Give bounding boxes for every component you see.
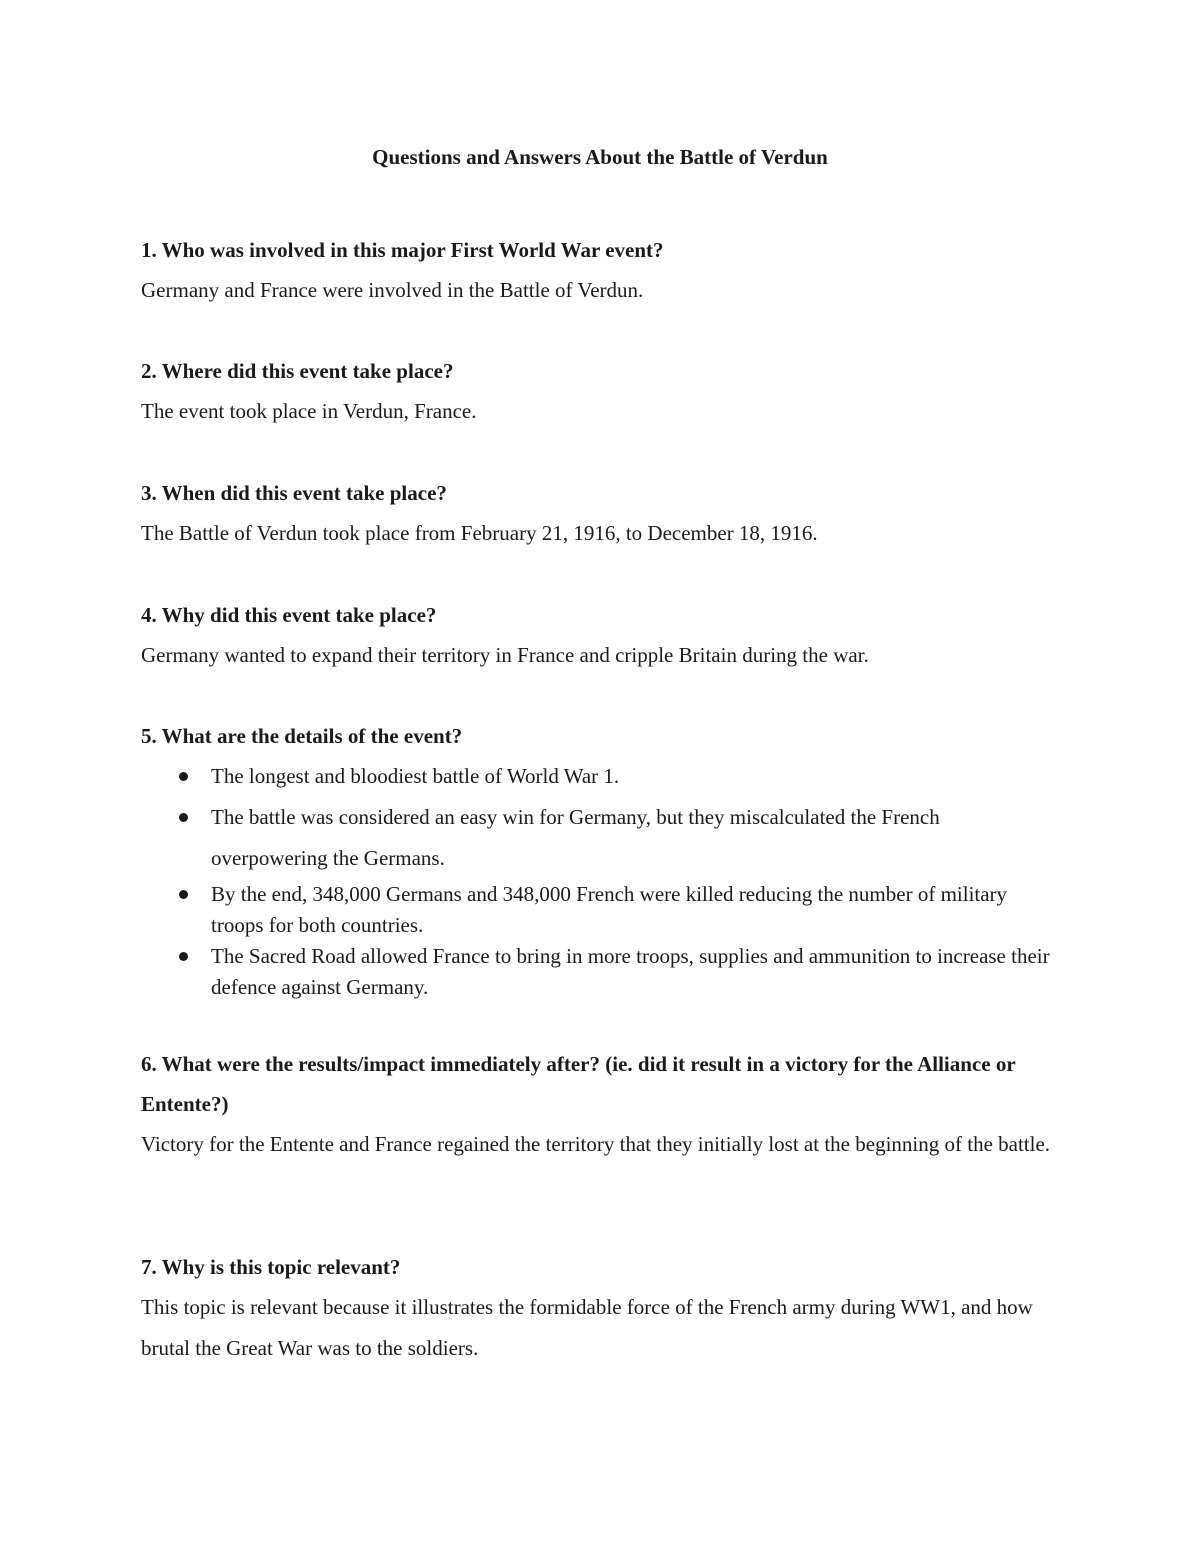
- list-item-text: By the end, 348,000 Germans and 348,000 French were killed reducing the number of military troops for both countries.: [211, 882, 1008, 937]
- list-item-text: The battle was considered an easy win for Germany, but they miscalculated the French overpowering the Germans.: [211, 805, 940, 870]
- qa-block-1: [141, 230, 1061, 311]
- qa-block-5: [141, 716, 1061, 1003]
- bullet-icon: [179, 952, 188, 961]
- question-5: 5. What are the details of the event?: [141, 724, 463, 748]
- answer-1: Germany and France were involved in the Battle of Verdun.: [141, 278, 644, 302]
- question-4: 4. Why did this event take place?: [141, 603, 437, 627]
- qa-block-4: [141, 595, 1061, 676]
- details-list: [141, 756, 1061, 1003]
- answer-6: Victory for the Entente and France regained the territory that they initially lost at the beginning of the battle.: [141, 1132, 1051, 1156]
- answer-4: Germany wanted to expand their territory in France and cripple Britain during the war.: [141, 643, 869, 667]
- list-item: [141, 941, 1061, 1003]
- qa-block-2: [141, 351, 1061, 432]
- bullet-icon: [179, 813, 188, 822]
- qa-block-7: [141, 1247, 1061, 1369]
- question-6: 6. What were the results/impact immediately after? (ie. did it result in a victory for the Alliance or Entente?): [141, 1052, 1016, 1116]
- list-item-text: The longest and bloodiest battle of World War 1.: [211, 764, 620, 788]
- bullet-icon: [179, 890, 188, 899]
- answer-7: This topic is relevant because it illustrates the formidable force of the French army during WW1, and how brutal the Great War was to the soldiers.: [141, 1295, 1033, 1360]
- question-3: 3. When did this event take place?: [141, 481, 447, 505]
- qa-block-3: [141, 473, 1061, 554]
- question-1: 1. Who was involved in this major First World War event?: [141, 238, 664, 262]
- list-item: [141, 879, 1061, 941]
- document-title: Questions and Answers About the Battle of Verdun: [372, 145, 828, 169]
- list-item: [141, 797, 1061, 879]
- answer-3: The Battle of Verdun took place from February 21, 1916, to December 18, 1916.: [141, 521, 818, 545]
- question-2: 2. Where did this event take place?: [141, 359, 454, 383]
- question-7: 7. Why is this topic relevant?: [141, 1255, 401, 1279]
- bullet-icon: [179, 772, 188, 781]
- list-item-text: The Sacred Road allowed France to bring in more troops, supplies and ammunition to increase their defence against Germany.: [211, 944, 1050, 999]
- qa-block-6: [141, 1044, 1061, 1165]
- answer-2: The event took place in Verdun, France.: [141, 399, 477, 423]
- list-item: [141, 756, 1061, 797]
